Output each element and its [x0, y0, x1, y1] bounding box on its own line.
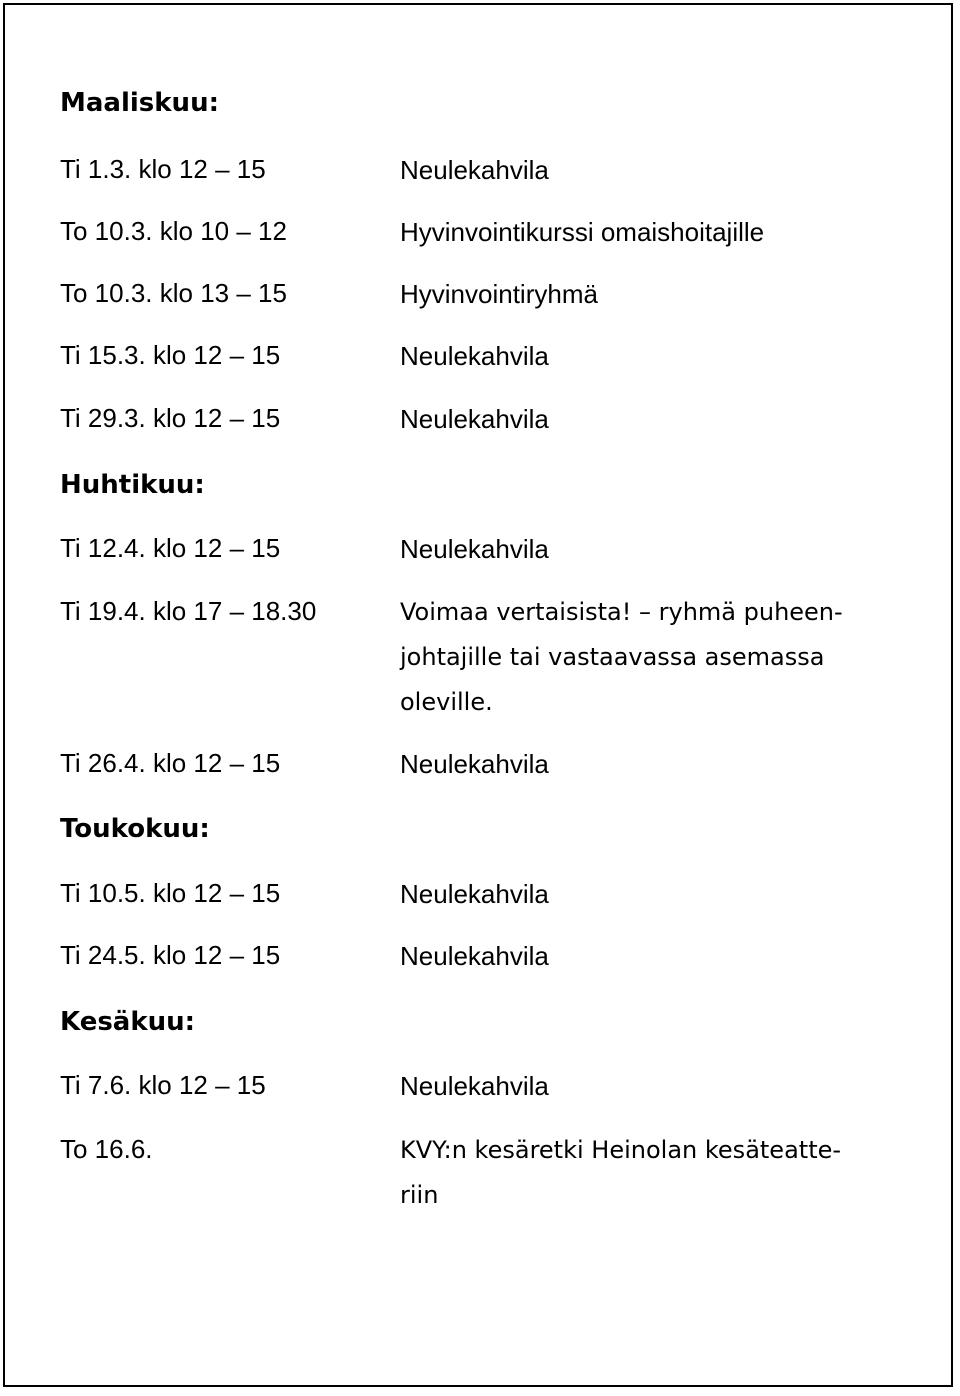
entry-date: To 10.3. klo 10 – 12: [60, 216, 287, 246]
entry-date: Ti 29.3. klo 12 – 15: [60, 403, 281, 433]
entry-event: Neulekahvila: [400, 749, 549, 779]
month-heading: Kesäkuu:: [60, 1007, 196, 1037]
entry-date: Ti 15.3. klo 12 – 15: [60, 340, 281, 370]
entry-event: Neulekahvila: [400, 341, 549, 371]
entry-event: KVY:n kesäretki Heinolan kesäteatte-riin: [400, 1136, 842, 1209]
entry-event: Neulekahvila: [400, 155, 549, 185]
entry-date: Ti 19.4. klo 17 – 18.30: [60, 596, 317, 626]
entry-event: Hyvinvointiryhmä: [400, 279, 598, 309]
entry-event: Hyvinvointikurssi omaishoitajille: [400, 217, 765, 247]
entry-date: Ti 12.4. klo 12 – 15: [60, 533, 281, 563]
entry-date: Ti 1.3. klo 12 – 15: [60, 154, 266, 184]
month-heading: Toukokuu:: [60, 814, 210, 844]
entry-date: Ti 10.5. klo 12 – 15: [60, 878, 281, 908]
entry-date: To 10.3. klo 13 – 15: [60, 278, 287, 308]
entry-date: To 16.6.: [60, 1134, 153, 1164]
entry-event: Neulekahvila: [400, 1071, 549, 1101]
entry-event: Neulekahvila: [400, 941, 549, 971]
month-heading: Huhtikuu:: [60, 470, 205, 500]
entry-event: Neulekahvila: [400, 404, 549, 434]
entry-date: Ti 24.5. klo 12 – 15: [60, 940, 281, 970]
entry-event: Neulekahvila: [400, 534, 549, 564]
entry-date: Ti 7.6. klo 12 – 15: [60, 1070, 266, 1100]
entry-date: Ti 26.4. klo 12 – 15: [60, 748, 281, 778]
entry-event: Voimaa vertaisista! – ryhmä puheen-johtajille tai vastaavassa asemassa oleville.: [400, 598, 843, 716]
entry-event: Neulekahvila: [400, 879, 549, 909]
month-heading: Maaliskuu:: [60, 88, 219, 118]
